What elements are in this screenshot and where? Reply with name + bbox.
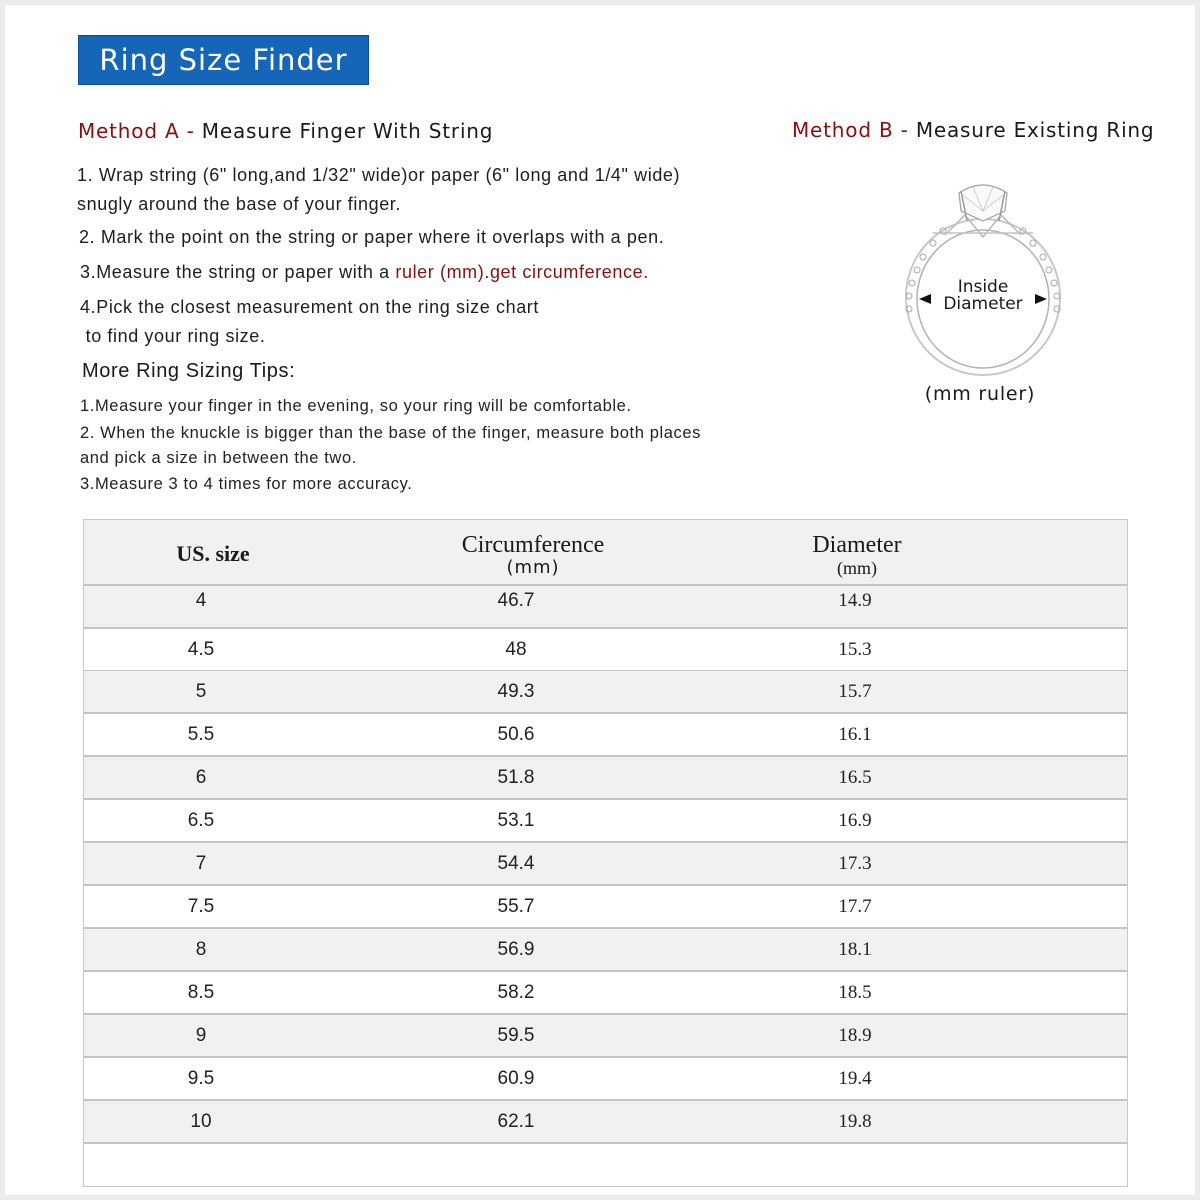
cell-us-size: 4.5 [187,639,215,660]
header-diameter [812,533,901,579]
cell-diameter: 18.1 [838,939,872,960]
cell-us-size: 4 [195,590,207,611]
table-row [84,1015,1127,1058]
cell-circumference: 46.7 [497,590,535,611]
method-b-label: Method B [792,118,894,142]
cell-diameter: 19.8 [838,1111,872,1132]
cell-diameter: 15.7 [838,681,872,702]
step-1-line-1: 1. Wrap string (6" long,and 1/32" wide)or paper (6" long and 1/4" wide) [77,165,681,185]
cell-diameter: 18.5 [838,982,872,1003]
method-a-label: Method A [78,119,180,143]
table-row [84,886,1127,929]
header-circumference-label: Circumference [461,532,605,558]
cell-circumference: 54.4 [497,853,535,874]
cell-us-size: 5.5 [187,724,215,745]
ring-size-table [83,519,1128,1187]
cell-circumference: 53.1 [497,810,535,831]
step-1-line-2: snugly around the base of your finger. [77,194,402,214]
cell-diameter: 16.1 [838,724,872,745]
cell-us-size: 9 [195,1025,207,1046]
cell-diameter: 18.9 [838,1025,872,1046]
cell-circumference: 59.5 [497,1025,535,1046]
table-row [84,757,1127,800]
cell-us-size: 8 [195,939,207,960]
cell-diameter: 17.7 [838,896,872,917]
page-title: Ring Size Finder [78,35,369,85]
step-4-line-1: 4.Pick the closest measurement on the ring size chart [80,297,540,317]
inside-diameter-label [933,279,1033,313]
header-us-size-label: US. size [176,541,250,566]
cell-us-size: 9.5 [187,1068,215,1089]
cell-diameter: 17.3 [838,853,872,874]
cell-circumference: 60.9 [497,1068,535,1089]
cell-diameter: 16.5 [838,767,872,788]
step-2: 2. Mark the point on the string or paper where it overlaps with a pen. [79,227,665,247]
step-3 [80,262,649,283]
cell-us-size: 7 [195,853,207,874]
step-4-line-2: to find your ring size. [80,326,266,346]
tip-1: 1.Measure your finger in the evening, so your ring will be comfortable. [80,397,632,415]
cell-circumference: 50.6 [497,724,535,745]
cell-diameter: 15.3 [838,639,872,660]
cell-us-size: 10 [190,1111,212,1132]
tip-2-line-1: 2. When the knuckle is bigger than the base of the finger, measure both places [80,424,701,442]
cell-circumference: 51.8 [497,767,535,788]
cell-circumference: 58.2 [497,982,535,1003]
table-row [84,929,1127,972]
table-empty-row [84,1145,1127,1185]
cell-circumference: 62.1 [497,1111,535,1132]
cell-circumference: 56.9 [497,939,535,960]
method-b-heading [792,118,1154,142]
header-circumference-unit: (mm) [506,557,560,578]
page [5,5,1195,1195]
table-row [84,843,1127,886]
table-row [84,714,1127,757]
method-a-heading [78,119,493,143]
method-a-title: Measure Finger With String [201,119,494,143]
cell-us-size: 6 [195,767,207,788]
table-row [84,972,1127,1015]
method-b-separator: - [893,118,916,142]
tips-title: More Ring Sizing Tips: [82,360,296,382]
diameter-label: Diameter [943,294,1023,314]
header-diameter-label: Diameter [812,532,902,558]
tip-2-line-2: and pick a size in between the two. [80,449,357,467]
step-3-highlight: ruler (mm).get circumference. [395,262,649,282]
cell-diameter: 16.9 [838,810,872,831]
method-a-separator: - [179,119,202,143]
table-row [84,800,1127,843]
table-row [84,671,1127,714]
inside-label: Inside [957,277,1009,297]
table-row [84,586,1127,629]
method-b-title: Measure Existing Ring [915,118,1155,142]
ring-caption: (mm ruler) [924,383,1036,405]
cell-circumference: 55.7 [497,896,535,917]
cell-us-size: 7.5 [187,896,215,917]
cell-diameter: 14.9 [838,590,872,611]
header-us-size [176,542,249,566]
cell-us-size: 5 [195,681,207,702]
table-header-row [84,520,1127,586]
cell-us-size: 6.5 [187,810,215,831]
header-circumference [462,533,605,579]
ring-diagram-icon [893,175,1073,380]
header-diameter-unit: (mm) [836,558,877,578]
table-row [84,1101,1127,1144]
step-3-text: 3.Measure the string or paper with a [80,262,396,282]
tip-3: 3.Measure 3 to 4 times for more accuracy. [80,475,413,493]
table-row [84,1058,1127,1101]
cell-diameter: 19.4 [838,1068,872,1089]
cell-us-size: 8.5 [187,982,215,1003]
cell-circumference: 49.3 [497,681,535,702]
table-row [84,629,1127,672]
cell-circumference: 48 [505,639,527,660]
